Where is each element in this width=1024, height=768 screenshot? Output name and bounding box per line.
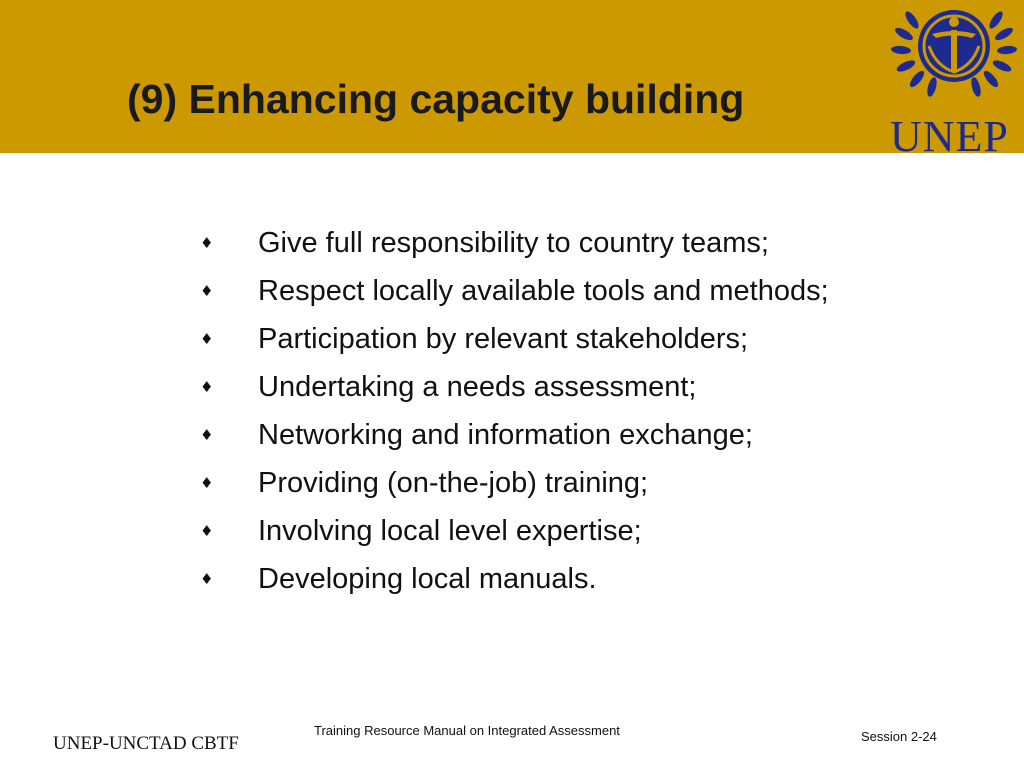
list-item <box>196 459 829 507</box>
bullet-text: Developing local manuals. <box>258 562 597 595</box>
bullet-text: Providing (on-the-job) training; <box>258 466 649 499</box>
list-item <box>196 507 829 555</box>
diamond-bullet-icon: ♦ <box>200 522 214 540</box>
diamond-bullet-icon: ♦ <box>200 282 214 300</box>
bullet-text: Respect locally available tools and methods; <box>258 274 829 307</box>
slide-title: (9) Enhancing capacity building <box>127 76 745 122</box>
list-item <box>196 219 829 267</box>
list-item <box>196 315 829 363</box>
footer-organization: UNEP-UNCTAD CBTF <box>53 733 239 754</box>
list-item <box>196 411 829 459</box>
footer-manual-title: Training Resource Manual on Integrated Assessment <box>314 723 620 738</box>
unep-logo-text: UNEP <box>890 112 1009 161</box>
bullet-text: Undertaking a needs assessment; <box>258 370 697 403</box>
bullet-text: Networking and information exchange; <box>258 418 753 451</box>
list-item <box>196 555 829 603</box>
diamond-bullet-icon: ♦ <box>200 378 214 396</box>
list-item <box>196 267 829 315</box>
footer-session-number: Session 2-24 <box>861 729 937 744</box>
diamond-bullet-icon: ♦ <box>200 474 214 492</box>
diamond-bullet-icon: ♦ <box>200 426 214 444</box>
bullet-text: Involving local level expertise; <box>258 514 642 547</box>
list-item <box>196 363 829 411</box>
diamond-bullet-icon: ♦ <box>200 234 214 252</box>
diamond-bullet-icon: ♦ <box>200 570 214 588</box>
bullet-list <box>196 219 829 603</box>
bullet-text: Participation by relevant stakeholders; <box>258 322 749 355</box>
diamond-bullet-icon: ♦ <box>200 330 214 348</box>
bullet-text: Give full responsibility to country teams; <box>258 226 769 259</box>
